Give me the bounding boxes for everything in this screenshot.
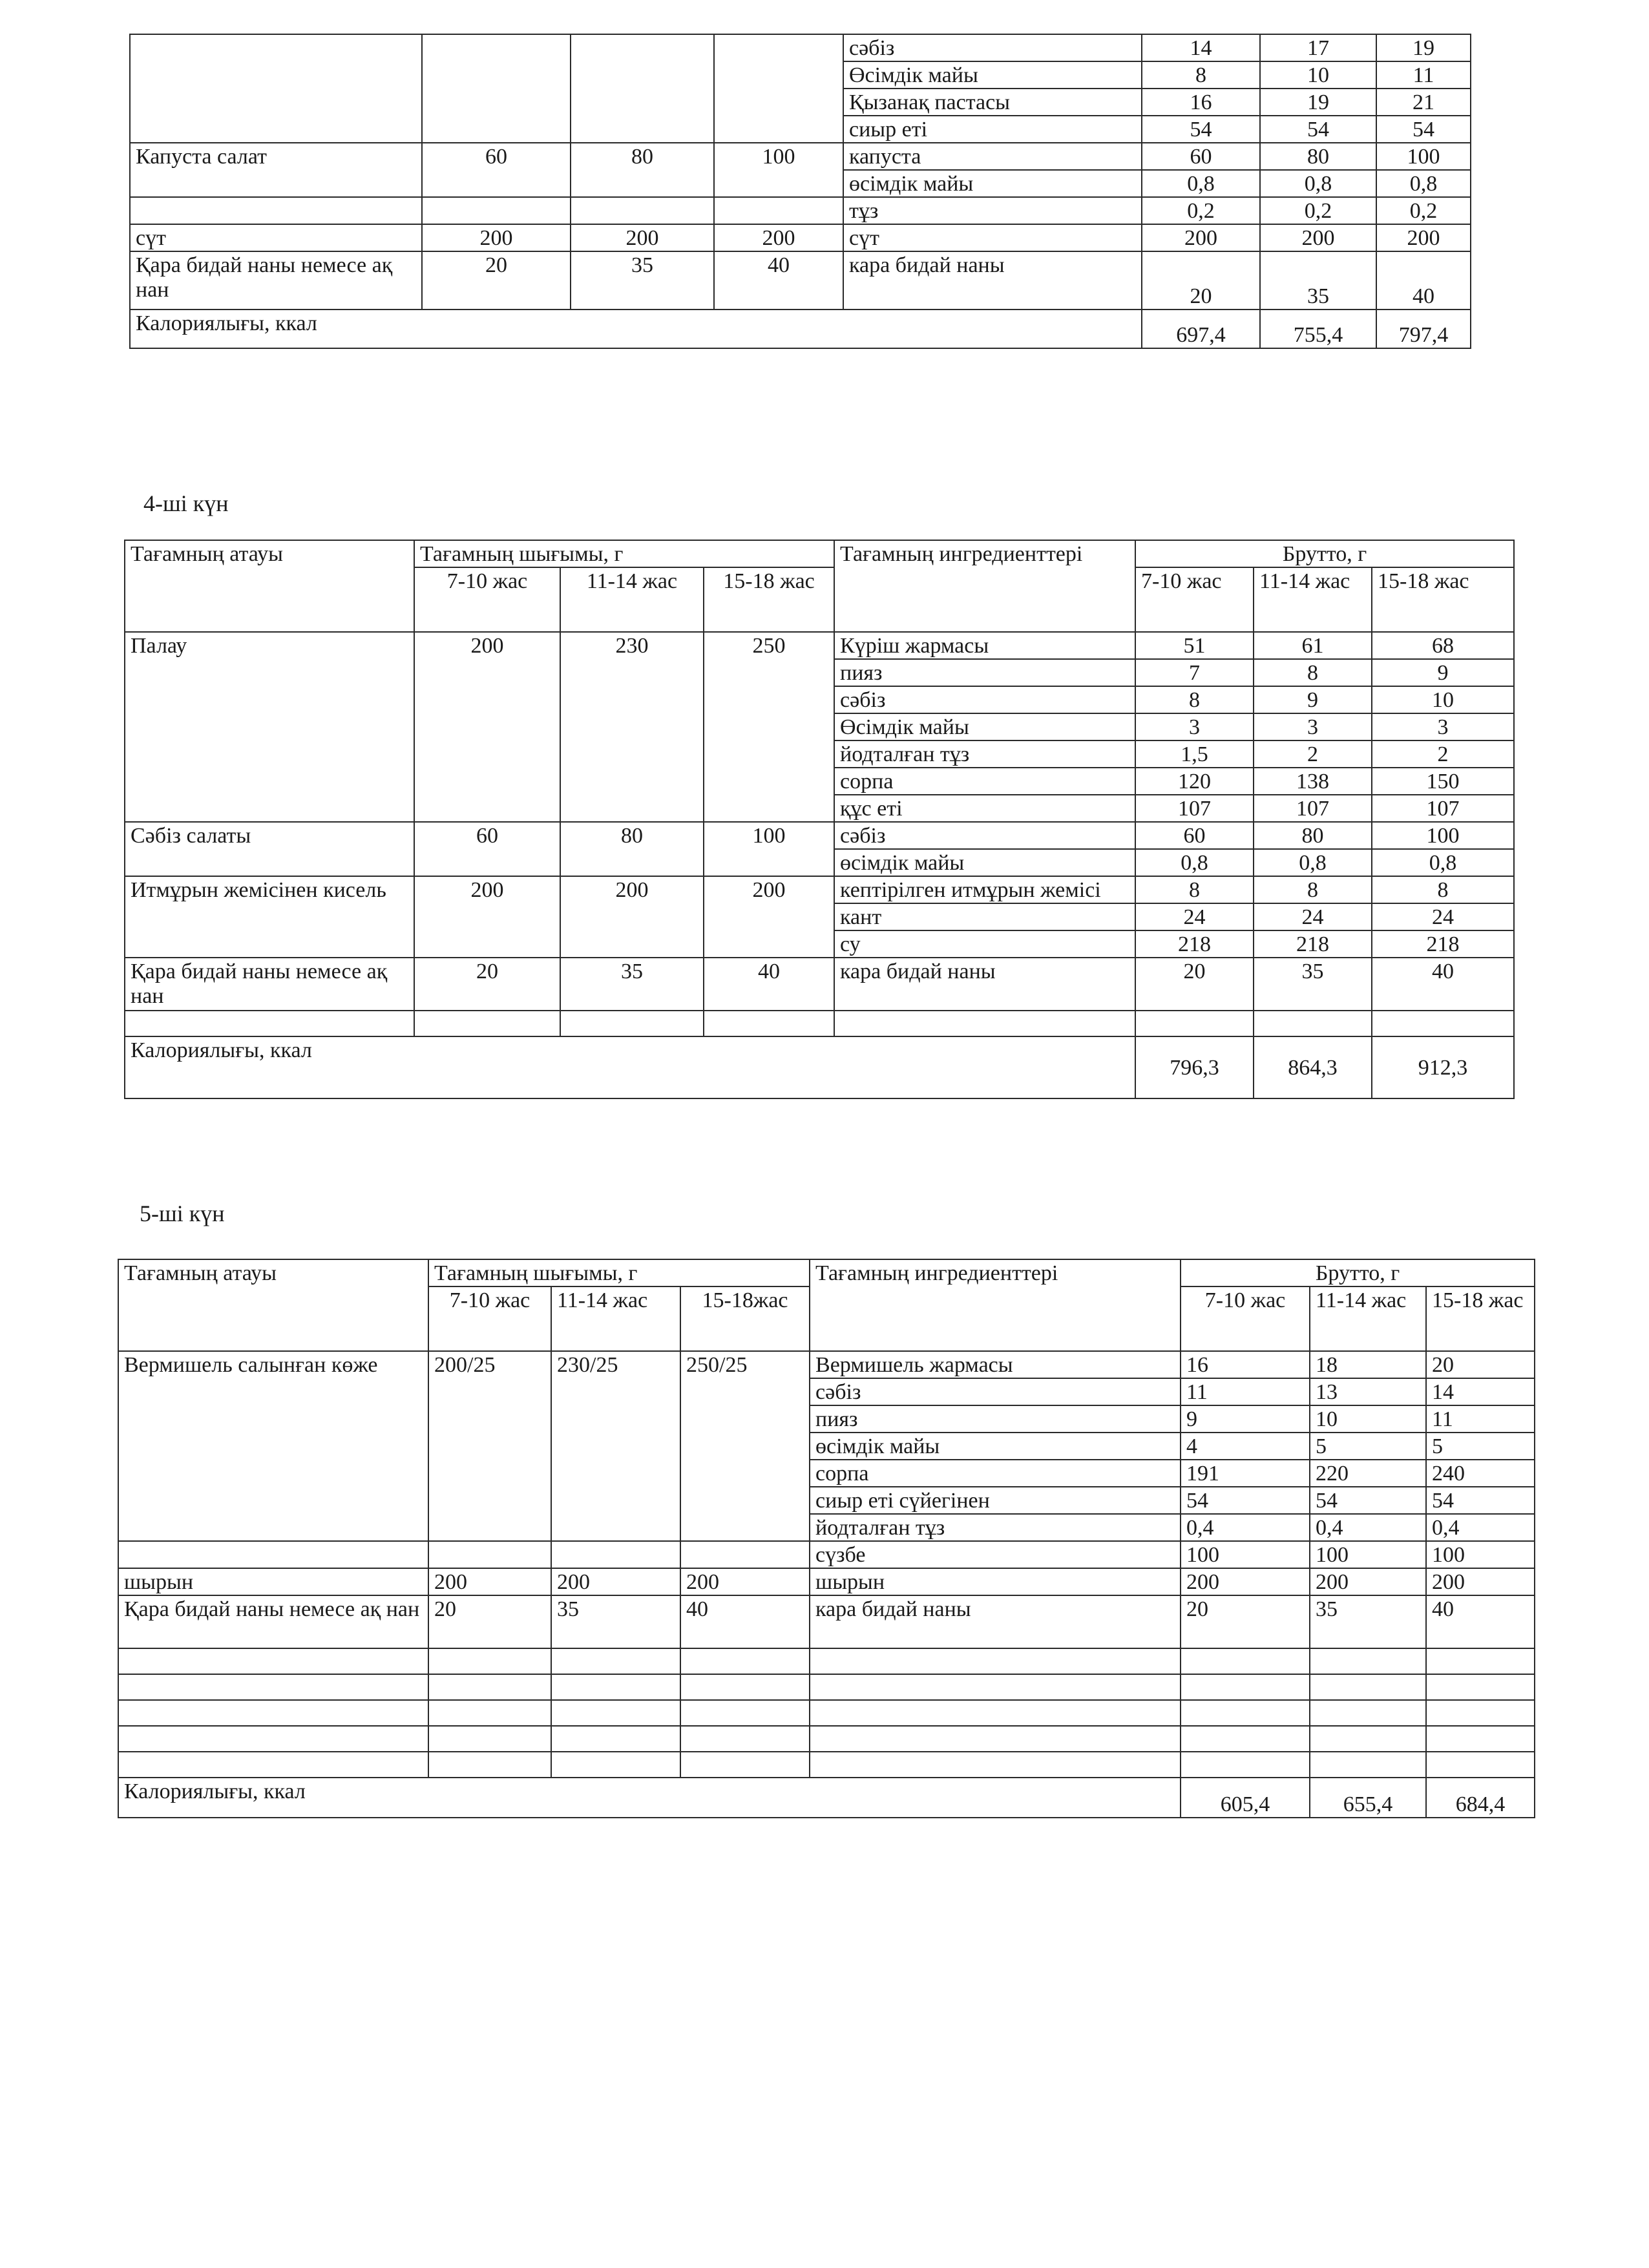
col-header-yield: Тағамның шығымы, г [428, 1259, 810, 1286]
ingredient-name: өсімдік майы [810, 1433, 1181, 1460]
day5-table [118, 1259, 1535, 1818]
ingredient-name: пияз [834, 659, 1135, 686]
ingredient-name: йодталған тұз [834, 740, 1135, 768]
calories-label: Калориялығы, ккал [125, 1036, 1135, 1098]
calories-value: 697,4 [1142, 310, 1260, 348]
calories-label: Калориялығы, ккал [130, 310, 1142, 348]
day3-table [129, 34, 1471, 349]
table-row: тұз 0,2 0,2 0,2 [130, 197, 1471, 224]
table-row: Палау 200 230 250 Күріш жармасы 51 61 68 [125, 632, 1514, 659]
ingredient-name: Күріш жармасы [834, 632, 1135, 659]
dish-name: Қара бидай наны немесе ақ нан [125, 958, 414, 1011]
col-header-brutto: Брутто, г [1135, 540, 1514, 567]
table-row: сәбіз 8 9 10 [125, 686, 1514, 713]
table-row: сәбіз 14 17 19 [130, 34, 1471, 61]
ingredient-name: сорпа [810, 1460, 1181, 1487]
header-row: 7-10 жас 11-14 жас 15-18жас 7-10 жас 11-14 жас 15-18 жас [118, 1286, 1535, 1351]
col-header-yield: Тағамның шығымы, г [414, 540, 834, 567]
table-row: сиыр еті сүйегінен 54 54 54 [118, 1487, 1535, 1514]
table-row: Вермишель салынған көже 200/25 230/25 250/25 Вермишель жармасы 16 18 20 [118, 1351, 1535, 1378]
ingredient-name: Қызанақ пастасы [843, 89, 1142, 116]
calories-row [125, 1036, 1514, 1098]
table-row: кант 24 24 24 [125, 903, 1514, 930]
empty-row [118, 1648, 1535, 1674]
ingredient-name: сиыр еті [843, 116, 1142, 143]
dish-name: сүт [130, 224, 422, 251]
ingredient-name: сәбіз [834, 822, 1135, 849]
table-row: пияз 7 8 9 [125, 659, 1514, 686]
dish-name: Капуста салат [130, 143, 422, 197]
table-row: өсімдік майы 0,8 0,8 0,8 [125, 849, 1514, 876]
table-row: сүзбе 100 100 100 [118, 1541, 1535, 1568]
ingredient-name: кара бидай наны [843, 251, 1142, 310]
day4-table [124, 540, 1515, 1099]
table-row: құс еті 107 107 107 [125, 795, 1514, 822]
day5-title: 5-ші күн [140, 1201, 225, 1226]
table-row: сәбіз 11 13 14 [118, 1378, 1535, 1405]
ingredient-name: пияз [810, 1405, 1181, 1433]
col-header-ingredients: Тағамның ингредиенттері [810, 1259, 1181, 1351]
table-row: су 218 218 218 [125, 930, 1514, 958]
dish-name: Сәбіз салаты [125, 822, 414, 876]
ingredient-name: құс еті [834, 795, 1135, 822]
calories-label: Калориялығы, ккал [118, 1778, 1181, 1818]
ingredient-name: кант [834, 903, 1135, 930]
ingredient-name: тұз [843, 197, 1142, 224]
dish-name: Қара бидай наны немесе ақ нан [130, 251, 422, 310]
table-row: Қара бидай наны немесе ақ нан 20 35 40 кара бидай наны 20 35 40 [130, 251, 1471, 310]
dish-name: Қара бидай наны немесе ақ нан [118, 1595, 428, 1648]
ingredient-name: өсімдік майы [843, 170, 1142, 197]
ingredient-name: сүзбе [810, 1541, 1181, 1568]
ingredient-name: сәбіз [834, 686, 1135, 713]
empty-row [118, 1752, 1535, 1778]
ingredient-name: кара бидай наны [834, 958, 1135, 1011]
calories-value: 605,4 [1181, 1778, 1310, 1818]
calories-value: 797,4 [1376, 310, 1471, 348]
col-header-dish: Тағамның атауы [125, 540, 414, 632]
ingredient-name: кептірілген итмұрын жемісі [834, 876, 1135, 903]
calories-value: 684,4 [1426, 1778, 1535, 1818]
empty-row [125, 1011, 1514, 1036]
empty-row [118, 1674, 1535, 1700]
table-row: сорпа 191 220 240 [118, 1460, 1535, 1487]
header-row: 7-10 жас 11-14 жас 15-18 жас 7-10 жас 11-14 жас 15-18 жас [125, 567, 1514, 632]
ingredient-name: сәбіз [843, 34, 1142, 61]
table-row: сиыр еті 54 54 54 [130, 116, 1471, 143]
table-row: Қара бидай наны немесе ақ нан 20 35 40 кара бидай наны 20 35 40 [118, 1595, 1535, 1648]
table-row: шырын 200 200 200 шырын 200 200 200 [118, 1568, 1535, 1595]
table-row: йодталған тұз 1,5 2 2 [125, 740, 1514, 768]
dish-name: Итмұрын жемісінен кисель [125, 876, 414, 958]
header-row [118, 1259, 1535, 1286]
table-row: өсімдік майы 4 5 5 [118, 1433, 1535, 1460]
dish-name: Палау [125, 632, 414, 822]
table-row: Капуста салат 60 80 100 капуста 60 80 100 [130, 143, 1471, 170]
ingredient-name: Өсімдік майы [843, 61, 1142, 89]
calories-value: 912,3 [1372, 1036, 1514, 1098]
day4-title: 4-ші күн [143, 490, 229, 516]
ingredient-name: кара бидай наны [810, 1595, 1181, 1648]
table-row: Өсімдік майы 3 3 3 [125, 713, 1514, 740]
ingredient-name: сәбіз [810, 1378, 1181, 1405]
col-header-brutto: Брутто, г [1181, 1259, 1535, 1286]
ingredient-name: шырын [810, 1568, 1181, 1595]
ingredient-name: су [834, 930, 1135, 958]
table-row: пияз 9 10 11 [118, 1405, 1535, 1433]
table-row: өсімдік майы 0,8 0,8 0,8 [130, 170, 1471, 197]
empty-row [118, 1726, 1535, 1752]
calories-row [118, 1778, 1535, 1818]
ingredient-name: өсімдік майы [834, 849, 1135, 876]
col-header-ingredients: Тағамның ингредиенттері [834, 540, 1135, 632]
table-row: сорпа 120 138 150 [125, 768, 1514, 795]
dish-name: Вермишель салынған көже [118, 1351, 428, 1541]
dish-name: шырын [118, 1568, 428, 1595]
dish-cell [130, 34, 422, 143]
table-row: Итмұрын жемісінен кисель 200 200 200 кептірілген итмұрын жемісі 8 8 8 [125, 876, 1514, 903]
table-row: Сәбіз салаты 60 80 100 сәбіз 60 80 100 [125, 822, 1514, 849]
ingredient-name: сиыр еті сүйегінен [810, 1487, 1181, 1514]
ingredient-name: сорпа [834, 768, 1135, 795]
ingredient-name: йодталған тұз [810, 1514, 1181, 1541]
table-row: Өсімдік майы 8 10 11 [130, 61, 1471, 89]
table-row: Қызанақ пастасы 16 19 21 [130, 89, 1471, 116]
table-row: Қара бидай наны немесе ақ нан 20 35 40 кара бидай наны 20 35 40 [125, 958, 1514, 1011]
table-row: сүт 200 200 200 сүт 200 200 200 [130, 224, 1471, 251]
col-header-dish: Тағамның атауы [118, 1259, 428, 1351]
calories-row [130, 310, 1471, 348]
ingredient-name: Вермишель жармасы [810, 1351, 1181, 1378]
header-row [125, 540, 1514, 567]
calories-value: 755,4 [1260, 310, 1376, 348]
empty-row [118, 1700, 1535, 1726]
ingredient-name: Өсімдік майы [834, 713, 1135, 740]
ingredient-name: капуста [843, 143, 1142, 170]
calories-value: 864,3 [1254, 1036, 1372, 1098]
calories-value: 655,4 [1310, 1778, 1426, 1818]
table-row: йодталған тұз 0,4 0,4 0,4 [118, 1514, 1535, 1541]
ingredient-name: сүт [843, 224, 1142, 251]
calories-value: 796,3 [1135, 1036, 1254, 1098]
